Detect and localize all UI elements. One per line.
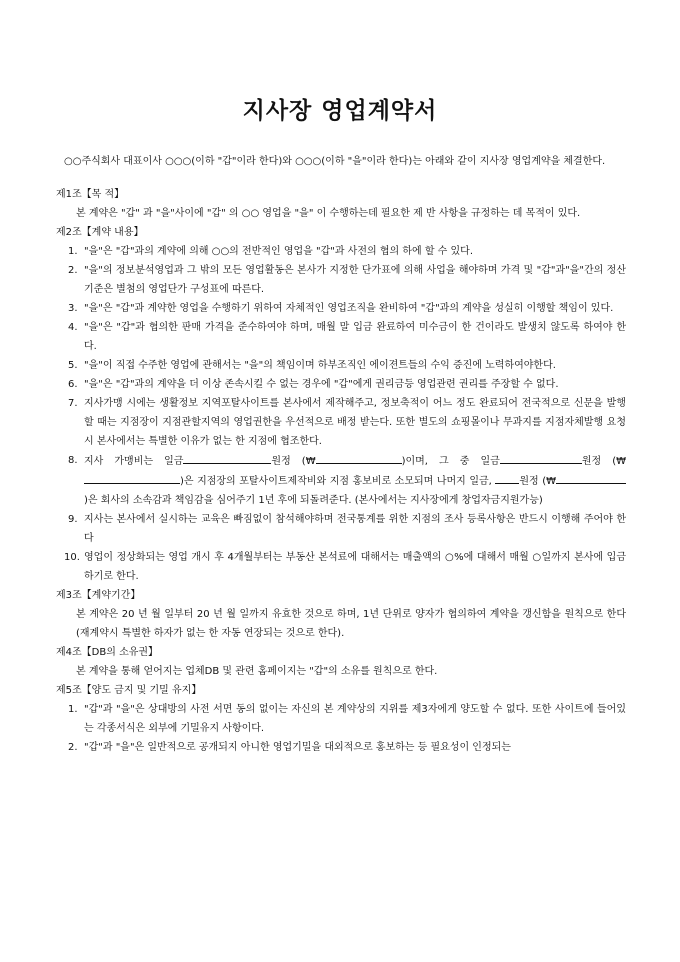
list-item: 2. "갑"과 "을"은 일반적으로 공개되지 아니한 영업기밀을 대외적으로 홍보하는 등 필요성이 인정되는 — [68, 742, 511, 753]
list-item: 2. "을"의 정보분석영업과 그 밖의 모든 영업활동은 본사가 지정한 단가표에 의해 사업을 해야하며 가격 및 "갑"과"을"간의 정산 기준은 별첨의 영업단가 구성표에 따른다. — [68, 265, 626, 295]
article-1-text: 본 계약은 "갑" 과 "을"사이에 "갑" 의 ○○ 영업을 "을" 이 수행하는데 필요한 제 반 사항을 규정하는 데 목적이 있다. — [76, 208, 581, 219]
blank-field — [316, 451, 402, 464]
intro-paragraph: ○○주식회사 대표이사 ○○○(이하 "갑"이라 한다)와 ○○○(이하 "을"이라 한다)는 아래와 같이 지사장 영업계약을 체결한다. — [64, 156, 606, 167]
article-2-heading: 제2조【계약 내용】 — [56, 227, 144, 238]
list-item: 9. 지사는 본사에서 실시하는 교육은 빠짐없이 참석해야하며 전국통계를 위한 지점의 조사 등록사항은 반드시 이행해 주어야 한다 — [68, 514, 626, 544]
list-item: 3. "을"은 "갑"과 계약한 영업을 수행하기 위하여 자체적인 영업조직을 완비하여 "갑"과의 계약을 성실히 이행할 책임이 있다. — [68, 303, 614, 314]
article-3-text: 본 계약은 20 년 월 일부터 20 년 월 일까지 유효한 것으로 하며, 1년 단위로 양자가 협의하여 계약을 갱신함을 원칙으로 한다(재계약시 특별한 하자가 없는 한 자동 연장되는 것으로 한다). — [76, 609, 626, 639]
article-4-heading: 제4조【DB의 소유권】 — [56, 647, 159, 658]
list-item: 7. 지사가맹 시에는 생활정보 지역포탈사이트를 본사에서 제작해주고, 정보축적이 어느 정도 완료되어 전국적으로 신문을 발행할 때는 지점장이 지점관할지역의 영업권한을 우선적으로 배정 받는다. 또한 별도의 쇼핑몰이나 무과지를 지점자체발행 요청 시 본사에서는 특별한 이유가 없는 한 지점에 협조한다. — [68, 398, 626, 447]
document-body — [56, 152, 626, 757]
list-item: 1. "을"은 "갑"과의 계약에 의해 ○○의 전반적인 영업을 "갑"과 사전의 협의 하에 할 수 있다. — [68, 246, 474, 257]
blank-field — [183, 451, 271, 464]
list-item: 5. "을"이 직접 수주한 영업에 관해서는 "을"의 책임이며 하부조직인 에이젼트들의 수익 증진에 노력하여야한다. — [68, 360, 556, 371]
article-5-heading: 제5조【양도 금지 및 기밀 유지】 — [56, 685, 202, 696]
blank-field — [84, 471, 180, 484]
article-3-heading: 제3조【계약기간】 — [56, 590, 141, 601]
blank-field — [495, 471, 519, 484]
blank-field — [500, 451, 582, 464]
list-item: 1. "갑"과 "을"은 상대방의 사전 서면 동의 없이는 자신의 본 계약상의 지위를 제3자에게 양도할 수 없다. 또한 사이트에 들어있는 각종서식은 외부에 기밀유지 사항이다. — [68, 704, 626, 734]
list-item-fee: 8. 지사 가맹비는 일금 원정 (₩ )이며, 그 중 일금 원정 (₩)은 지점장의 포탈사이트제작비와 지점 홍보비로 소모되며 나머지 일금, 원정 (₩)은 회사의 소속감과 책임감을 심어주기 1년 후에 되돌려준다. (본사에서는 지사장에게 창업자금지원가능) — [56, 451, 626, 510]
article-5-list — [56, 700, 626, 757]
blank-field — [556, 471, 626, 484]
list-item: 6. "을"은 "갑"과의 계약을 더 이상 존속시킬 수 없는 경우에 "갑"에게 권리금등 영업관련 권리를 주장할 수 없다. — [68, 379, 559, 390]
list-item: 4. "을"은 "갑"과 협의한 판매 가격을 준수하여야 하며, 매월 말 입금 완료하여 미수금이 한 건이라도 발생치 않도록 하여야 한다. — [68, 322, 626, 352]
article-2-list — [56, 242, 626, 586]
article-1-heading: 제1조【목 적】 — [56, 189, 125, 200]
document-title: 지사장 영업계약서 — [242, 98, 438, 124]
article-4-text: 본 계약을 통해 얻어지는 업체DB 및 관련 홈페이지는 "갑"의 소유를 원칙으로 한다. — [76, 666, 438, 677]
list-item: 10. 영업이 정상화되는 영업 개시 후 4개월부터는 부동산 본석료에 대해서는 매출액의 ○%에 대해서 매월 ○일까지 본사에 입금하기로 한다. — [64, 552, 626, 582]
